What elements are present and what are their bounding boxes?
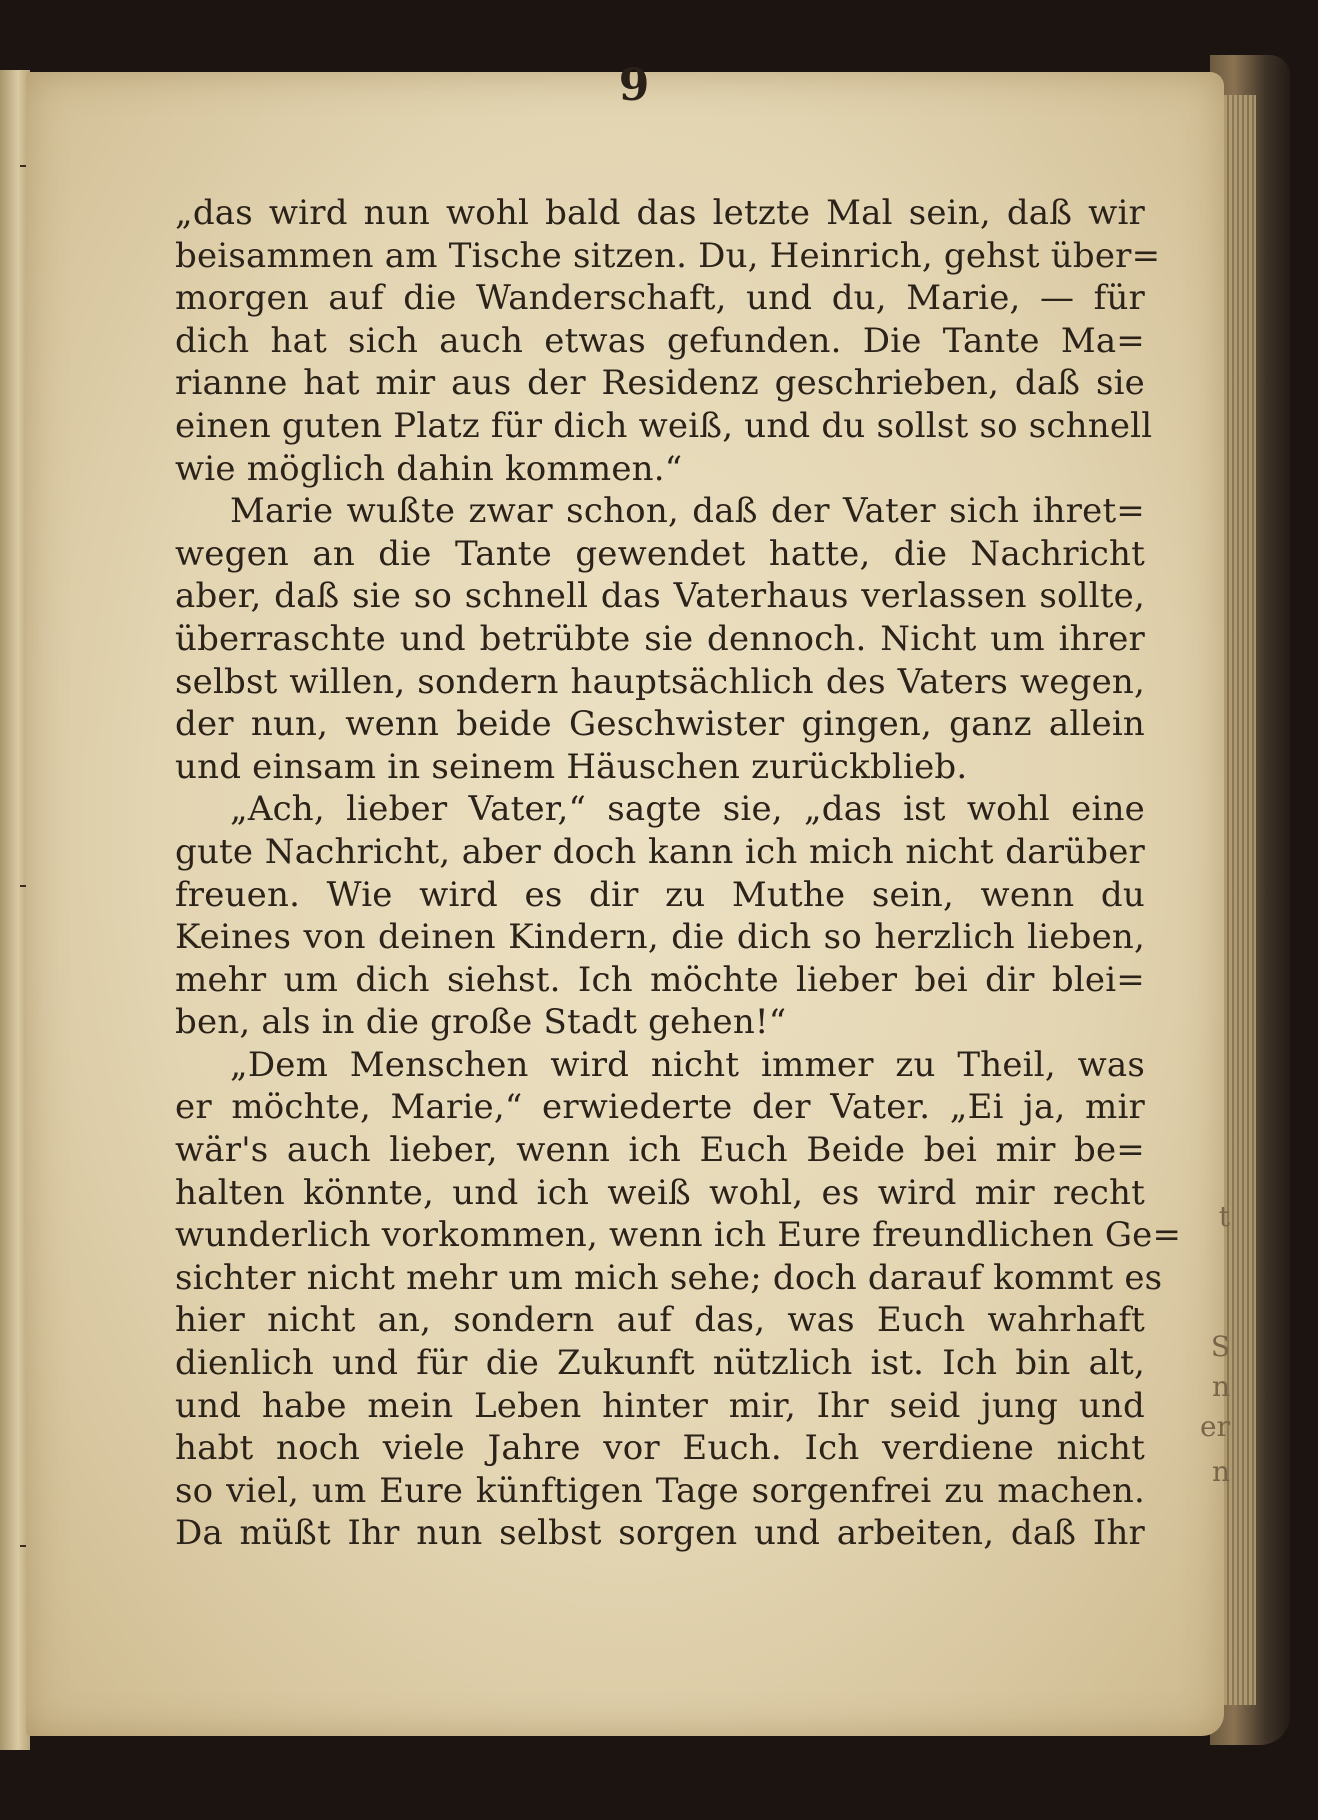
text-line: sichter nicht mehr um mich sehe; doch darauf kommt es (175, 1257, 1163, 1298)
text-line: rianne hat mir aus der Residenz geschrieben, daß sie (175, 363, 1145, 404)
text-line: „das wird nun wohl bald das letzte Mal sein, daß wir (175, 193, 1145, 233)
text-line: einen guten Platz für dich weiß, und du sollst so schnell (175, 405, 1153, 446)
text-line: gute Nachricht, aber doch kann ich mich nicht darüber (175, 831, 1145, 872)
text-line: halten könnte, und ich weiß wohl, es wird mir recht (175, 1172, 1145, 1213)
margin-mark: er (1200, 1410, 1230, 1443)
text-line: wegen an die Tante gewendet hatte, die Nachricht (175, 533, 1145, 574)
text-line: Marie wußte zwar schon, daß der Vater sich ihret= (230, 491, 1145, 532)
page-number: 9 (618, 60, 650, 111)
text-line: mehr um dich siehst. Ich möchte lieber bei dir blei= (175, 959, 1145, 1000)
text-line: selbst willen, sondern hauptsächlich des Vaters wegen, (175, 661, 1145, 702)
text-line: so viel, um Eure künftigen Tage sorgenfrei zu machen. (175, 1470, 1145, 1511)
text-line: Da müßt Ihr nun selbst sorgen und arbeiten, daß Ihr (175, 1513, 1145, 1554)
text-line: wunderlich vorkommen, wenn ich Eure freundlichen Ge= (175, 1215, 1182, 1256)
margin-mark: n (1211, 1370, 1230, 1403)
text-line: er möchte, Marie,“ erwiederte der Vater. „Ei ja, mir (175, 1087, 1145, 1128)
margin-mark: S (1210, 1330, 1230, 1363)
text-line: Keines von deinen Kindern, die dich so herzlich lieben, (175, 917, 1145, 958)
text-line: „Ach, lieber Vater,“ sagte sie, „das ist wohl eine (230, 789, 1145, 830)
text-line: freuen. Wie wird es dir zu Muthe sein, wenn du (175, 874, 1145, 915)
text-line: dienlich und für die Zukunft nützlich ist. Ich bin alt, (175, 1343, 1145, 1384)
text-line: ben, als in die große Stadt gehen!“ (175, 1002, 787, 1043)
page-text (175, 192, 1182, 1555)
text-line: überraschte und betrübte sie dennoch. Nicht um ihrer (175, 618, 1145, 659)
text-line: wär's auch lieber, wenn ich Euch Beide bei mir be= (175, 1130, 1145, 1171)
text-line: dich hat sich auch etwas gefunden. Die Tante Ma= (175, 320, 1145, 361)
text-line: wie möglich dahin kommen.“ (175, 448, 683, 489)
text-line: beisammen am Tische sitzen. Du, Heinrich, gehst über= (175, 235, 1161, 276)
text-line: aber, daß sie so schnell das Vaterhaus verlassen sollte, (175, 576, 1145, 617)
text-line: und habe mein Leben hinter mir, Ihr seid jung und (175, 1385, 1145, 1426)
text-line: hier nicht an, sondern auf das, was Euch wahrhaft (175, 1300, 1145, 1341)
text-line: morgen auf die Wanderschaft, und du, Marie, — für (175, 278, 1145, 319)
text-line: habt noch viele Jahre vor Euch. Ich verdiene nicht (175, 1428, 1145, 1469)
margin-mark: n (1211, 1455, 1230, 1488)
margin-mark: t (1218, 1200, 1230, 1233)
text-line: und einsam in seinem Häuschen zurückblieb. (175, 746, 968, 787)
text-line: „Dem Menschen wird nicht immer zu Theil, was (230, 1044, 1145, 1085)
text-line: der nun, wenn beide Geschwister gingen, ganz allein (175, 704, 1145, 745)
